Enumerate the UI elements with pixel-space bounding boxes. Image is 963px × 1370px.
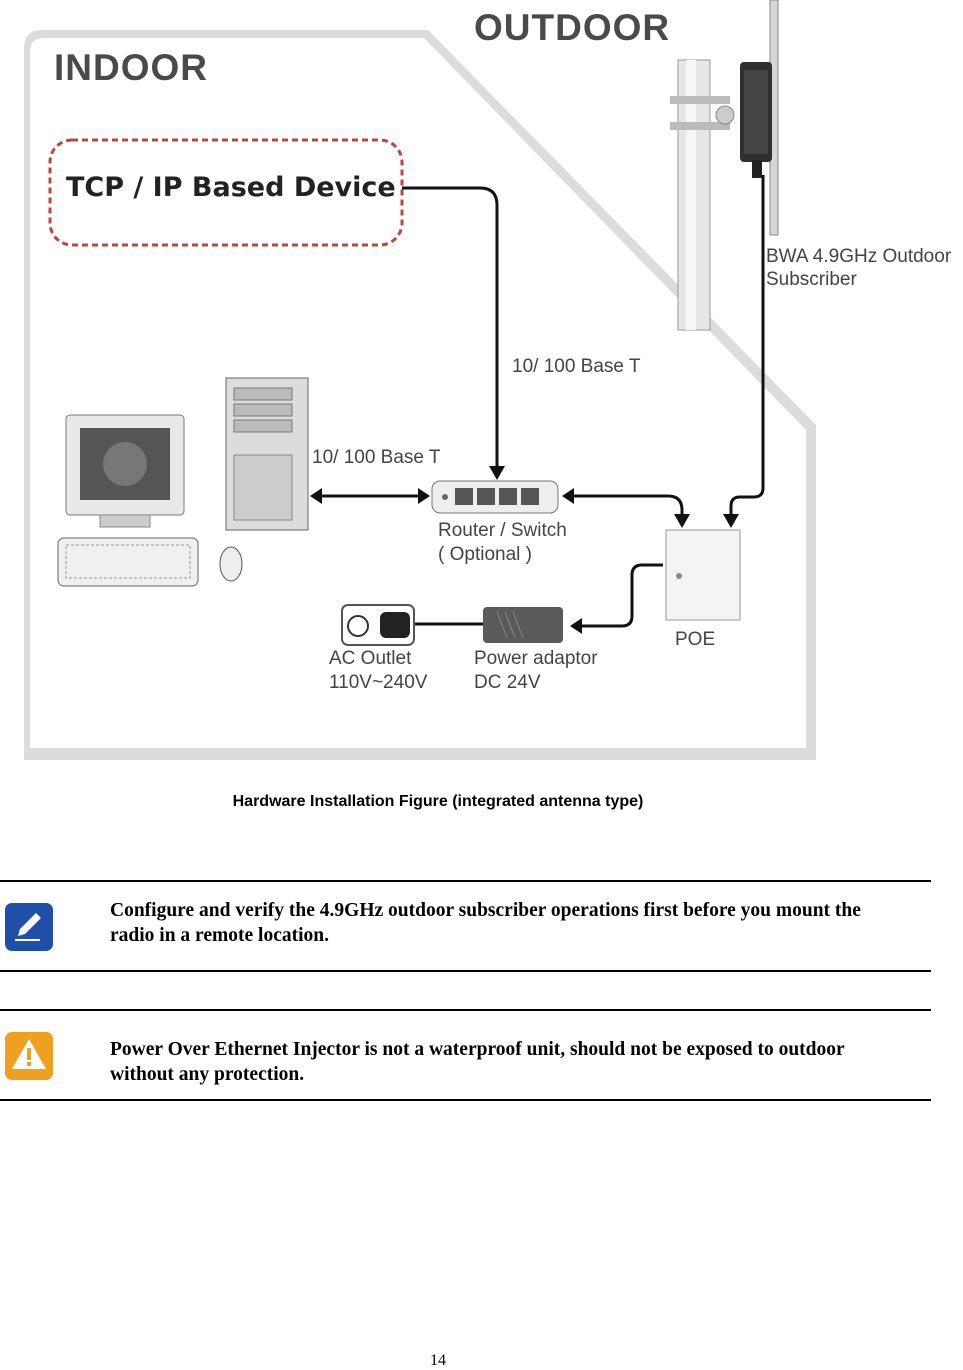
note-text: Configure and verify the 4.9GHz outdoor subscriber operations first before you mount the radio in a remote location. [110,900,861,946]
note-icon [4,902,54,952]
mouse [220,547,242,581]
router-switch [432,481,558,513]
pc-tower [226,378,308,530]
router-label-line2: ( Optional ) [438,544,532,565]
link-left-label: 10/ 100 Base T [312,447,441,468]
power-adaptor [483,607,563,643]
link-upper-label: 10/ 100 Base T [512,356,641,377]
bwa-label-line2: Subscriber [766,269,857,290]
indoor-label: INDOOR [54,47,208,88]
caution-icon [4,1031,54,1081]
ac-outlet-label-line2: 110V~240V [329,672,428,693]
page-number: 14 [430,1352,446,1369]
bwa-label-line1: BWA 4.9GHz Outdoor [766,246,952,267]
monitor [66,415,184,527]
tcp-ip-device-label: TCP / IP Based Device [66,172,396,203]
caution-box [0,1009,931,1101]
adaptor-label-line1: Power adaptor [474,648,598,669]
poe-injector [666,530,740,620]
note-box [0,880,931,972]
figure-caption: Hardware Installation Figure (integrated antenna type) [232,793,644,810]
bwa-antenna [740,0,778,235]
pole [670,60,734,330]
adaptor-label-line2: DC 24V [474,672,541,693]
outdoor-label: OUTDOOR [474,7,671,48]
router-label-line1: Router / Switch [438,520,567,541]
caution-text: Power Over Ethernet Injector is not a waterproof unit, should not be exposed to outdoor without any protection. [110,1039,845,1085]
poe-label: POE [675,629,716,650]
ac-outlet-label-line1: AC Outlet [329,648,412,669]
keyboard [58,538,198,586]
ac-outlet [342,605,414,645]
